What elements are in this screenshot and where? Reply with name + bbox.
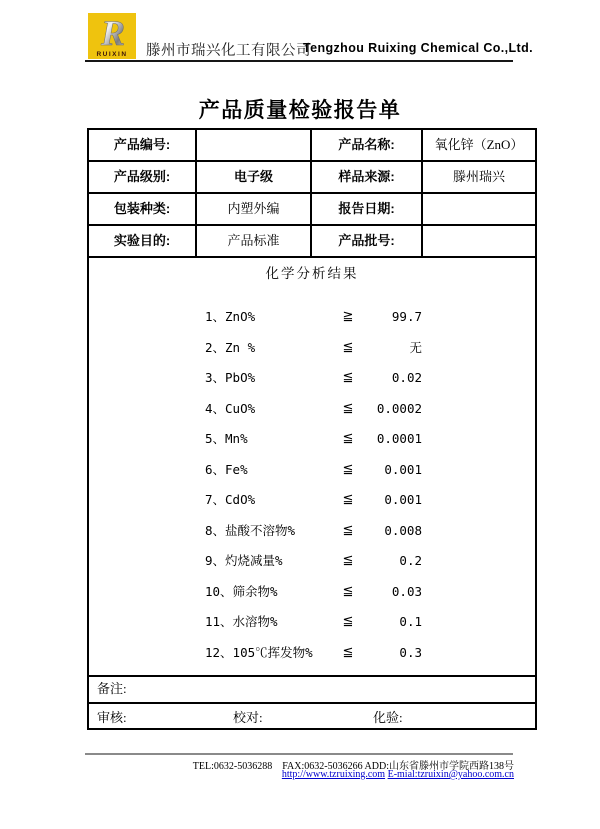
website-link[interactable]: http://www.tzruixing.com bbox=[281, 769, 386, 780]
chem-item-name: 3、PbO% bbox=[205, 370, 256, 385]
chem-item-row bbox=[89, 516, 535, 547]
chem-item-value: 0.001 bbox=[384, 492, 422, 507]
test-purpose-label: 实验目的: bbox=[89, 226, 197, 256]
chem-item-name: 11、水溶物% bbox=[205, 614, 278, 629]
email-link[interactable]: E-mial:tzruixin@yahoo.com.cn bbox=[387, 769, 514, 780]
remarks-row bbox=[89, 677, 535, 704]
footer-contact: TEL:0632-5036288 FAX:0632-5036266 ADD:山东省滕州市学院西路138号 bbox=[192, 761, 514, 772]
chem-item-value: 0.0002 bbox=[376, 400, 422, 416]
chem-comparator: ≦ bbox=[342, 583, 354, 599]
chem-item-name: 10、筛余物% bbox=[205, 583, 278, 599]
chem-comparator: ≦ bbox=[342, 339, 354, 355]
footer-links bbox=[282, 769, 514, 780]
analysis-items bbox=[89, 302, 535, 668]
packaging-type-label: 包装种类: bbox=[89, 194, 197, 224]
report-table bbox=[87, 128, 537, 730]
chem-comparator: ≦ bbox=[342, 644, 354, 660]
analysis-section bbox=[89, 262, 535, 677]
chem-comparator: ≦ bbox=[342, 400, 354, 416]
chem-item-value: 0.02 bbox=[391, 370, 422, 385]
chem-item-row bbox=[89, 394, 535, 425]
product-no-label: 产品编号: bbox=[89, 130, 197, 160]
analysis-section-title: 化学分析结果 bbox=[265, 266, 359, 281]
report-date-value bbox=[423, 194, 535, 224]
chem-item-name: 6、Fe% bbox=[205, 461, 248, 477]
product-name-label: 产品名称: bbox=[312, 130, 423, 160]
chem-item-row bbox=[89, 485, 535, 516]
chem-comparator: ≦ bbox=[342, 492, 354, 507]
chem-comparator: ≦ bbox=[342, 553, 354, 568]
chem-item-row bbox=[89, 455, 535, 486]
footer-divider bbox=[85, 753, 513, 755]
report-date-label: 报告日期: bbox=[312, 194, 423, 224]
chem-comparator: ≧ bbox=[342, 309, 354, 324]
chem-item-value: 0.2 bbox=[399, 553, 422, 568]
chem-item-value: 0.0001 bbox=[376, 431, 422, 446]
chem-item-name: 9、灼烧减量% bbox=[205, 553, 283, 568]
report-title: 产品质量检验报告单 bbox=[198, 99, 402, 122]
product-grade-label: 产品级别: bbox=[89, 162, 197, 192]
product-grade-value: 电子级 bbox=[197, 162, 312, 192]
chem-item-name: 12、105℃挥发物% bbox=[205, 644, 313, 660]
chem-item-row bbox=[89, 363, 535, 394]
chem-item-name: 5、Mn% bbox=[205, 431, 248, 446]
proofread-label: 校对: bbox=[233, 710, 263, 725]
info-row-packaging bbox=[89, 194, 535, 226]
chem-item-name: 1、ZnO% bbox=[205, 309, 256, 324]
batch-no-label: 产品批号: bbox=[312, 226, 423, 256]
test-purpose-value: 产品标准 bbox=[197, 226, 312, 256]
chem-item-row bbox=[89, 638, 535, 669]
review-label: 审核: bbox=[97, 710, 127, 725]
chem-item-name: 8、盐酸不溶物% bbox=[205, 522, 296, 538]
company-name-cn: 滕州市瑞兴化工有限公司 bbox=[146, 43, 311, 59]
letterhead-divider bbox=[85, 60, 513, 62]
product-name-value: 氧化锌（ZnO） bbox=[434, 137, 524, 152]
chem-item-value: 0.001 bbox=[384, 461, 422, 477]
chem-comparator: ≦ bbox=[342, 461, 354, 477]
remarks-label: 备注: bbox=[97, 681, 127, 696]
sample-source-label: 样品来源: bbox=[312, 162, 423, 192]
chem-comparator: ≦ bbox=[342, 522, 354, 538]
chem-item-row bbox=[89, 302, 535, 333]
sample-source-value: 滕州瑞兴 bbox=[452, 169, 505, 184]
company-logo-icon bbox=[88, 13, 136, 59]
chem-item-value: 0.3 bbox=[399, 644, 422, 660]
chem-item-value: 0.1 bbox=[399, 614, 422, 629]
logo-wordmark: RUIXIN bbox=[96, 51, 128, 58]
info-row-product-no bbox=[89, 130, 535, 162]
chem-item-name: 2、Zn % bbox=[205, 339, 256, 355]
signoff-row bbox=[89, 704, 535, 732]
chem-comparator: ≦ bbox=[342, 370, 354, 385]
chem-item-row bbox=[89, 333, 535, 364]
chem-item-name: 7、CdO% bbox=[205, 492, 256, 507]
product-no-value bbox=[197, 130, 312, 160]
chem-item-name: 4、CuO% bbox=[205, 400, 256, 416]
chem-item-row bbox=[89, 546, 535, 577]
packaging-type-value: 内塑外编 bbox=[197, 194, 312, 224]
company-name-en: Tengzhou Ruixing Chemical Co.,Ltd. bbox=[303, 41, 534, 55]
test-label: 化验: bbox=[373, 710, 403, 725]
info-row-product-grade bbox=[89, 162, 535, 194]
chem-item-row bbox=[89, 577, 535, 608]
chem-item-value: 无 bbox=[409, 339, 422, 355]
chem-item-row bbox=[89, 424, 535, 455]
chem-item-value: 99.7 bbox=[391, 309, 422, 324]
chem-comparator: ≦ bbox=[342, 431, 354, 446]
chem-comparator: ≦ bbox=[342, 614, 354, 629]
logo-monogram: R bbox=[100, 13, 126, 53]
chem-item-row bbox=[89, 607, 535, 638]
chem-item-value: 0.008 bbox=[384, 522, 422, 538]
chem-item-value: 0.03 bbox=[391, 583, 422, 599]
batch-no-value bbox=[423, 226, 535, 256]
info-row-purpose bbox=[89, 226, 535, 258]
